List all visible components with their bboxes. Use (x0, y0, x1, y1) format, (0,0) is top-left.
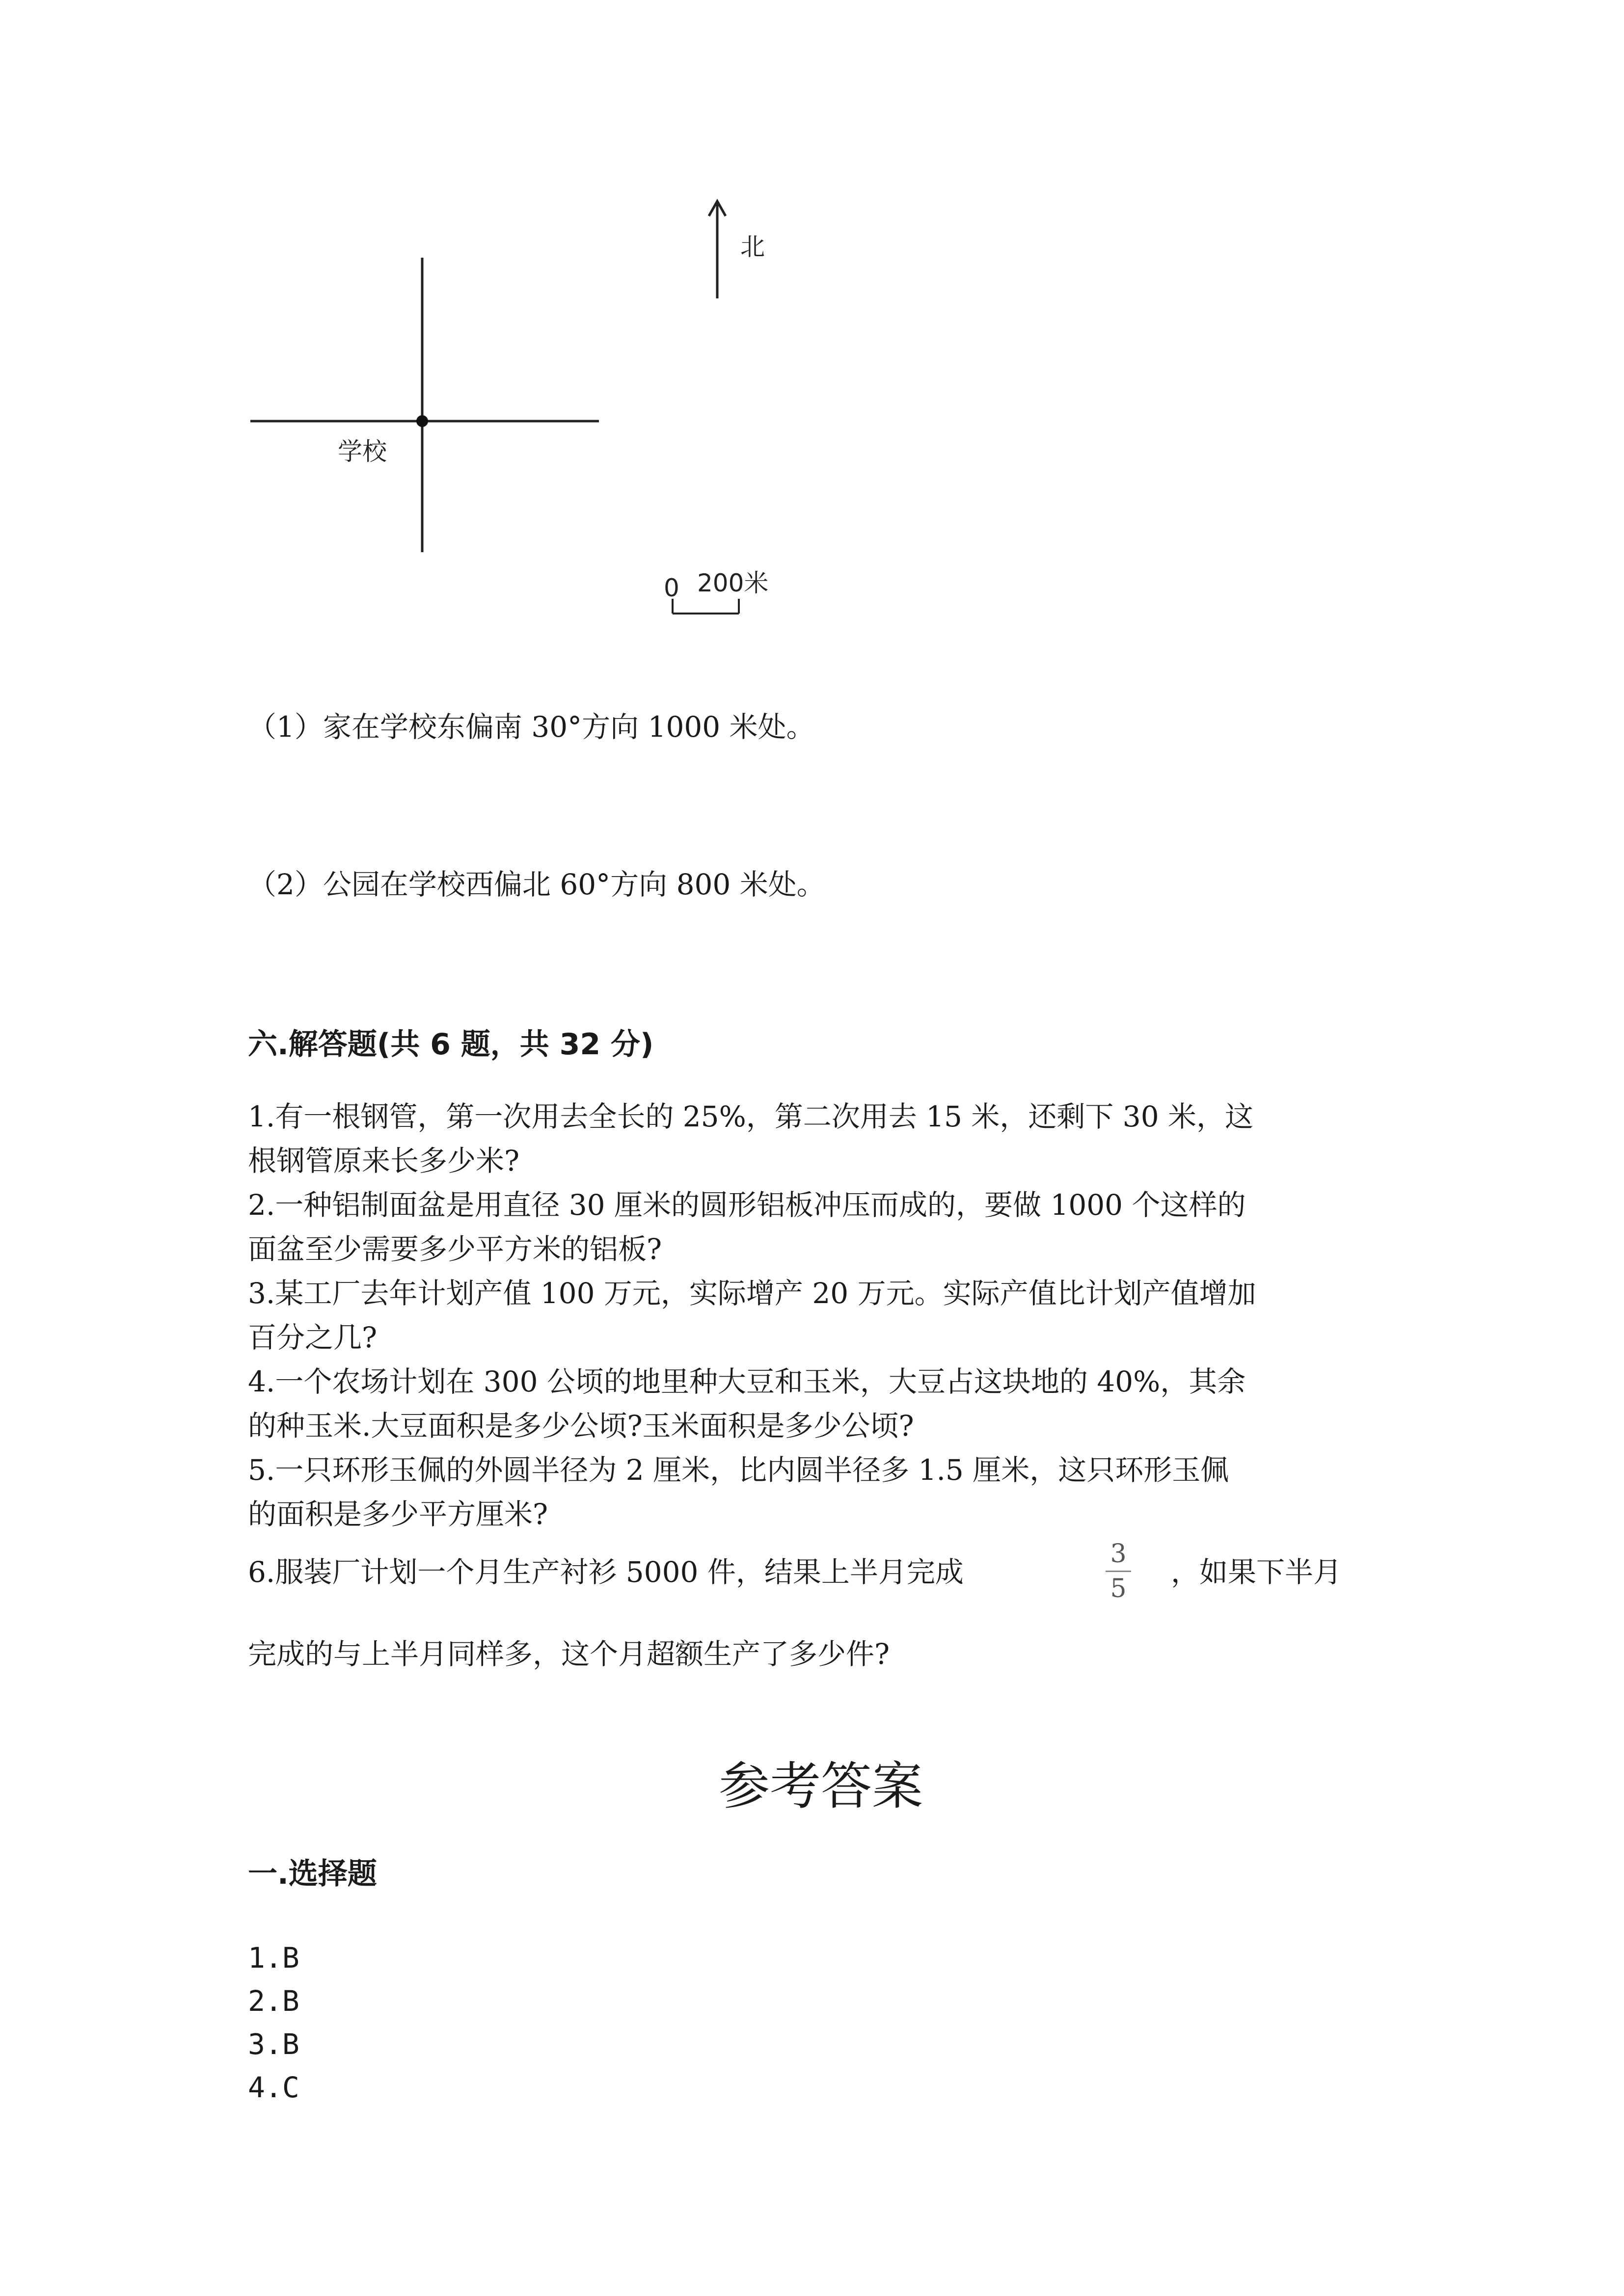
answer-item: 2.B (248, 1984, 299, 2018)
school-label: 学校 (338, 437, 387, 466)
question-3-line-1: 3.某工厂去年计划产值 100 万元，实际增产 20 万元。实际产值比计划产值增加 (248, 1277, 1256, 1310)
school-point (416, 415, 428, 427)
direction-diagram (0, 0, 1624, 638)
answers-section1-heading: 一.选择题 (248, 1857, 377, 1891)
sub-question-1: （1）家在学校东偏南 30°方向 1000 米处。 (248, 710, 815, 744)
answer-item: 3.B (248, 2028, 299, 2061)
section6-heading: 六.解答题(共 6 题，共 32 分) (248, 1027, 654, 1062)
question-6-fraction (1104, 1540, 1133, 1602)
scale-distance-label: 200米 (697, 569, 769, 597)
question-5-line-1: 5.一只环形玉佩的外圆半径为 2 厘米，比内圆半径多 1.5 厘米，这只环形玉佩 (248, 1453, 1229, 1487)
question-1-line-2: 根钢管原来长多少米? (248, 1144, 520, 1177)
question-4-line-2: 的种玉米.大豆面积是多少公顷?玉米面积是多少公顷? (248, 1409, 914, 1442)
question-6-part-2: ，如果下半月 (1171, 1555, 1342, 1589)
question-3-line-2: 百分之几? (248, 1321, 378, 1354)
question-6-line-2: 完成的与上半月同样多，这个月超额生产了多少件? (248, 1637, 890, 1671)
question-5-line-2: 的面积是多少平方厘米? (248, 1497, 548, 1531)
answers-title: 参考答案 (719, 1756, 923, 1816)
question-1-line-1: 1.有一根钢管，第一次用去全长的 25%，第二次用去 15 米，还剩下 30 米，这 (248, 1100, 1254, 1133)
scale-zero-label: 0 (664, 574, 679, 602)
scale-bar-icon (673, 599, 739, 614)
fraction-bar (1106, 1571, 1131, 1572)
answer-item: 4.C (248, 2071, 299, 2104)
north-label: 北 (740, 233, 765, 261)
fraction-numerator: 3 (1110, 1539, 1127, 1569)
question-2-line-1: 2.一种铝制面盆是用直径 30 厘米的圆形铝板冲压而成的，要做 1000 个这样的 (248, 1188, 1246, 1222)
sub-question-2: （2）公园在学校西偏北 60°方向 800 米处。 (248, 868, 825, 901)
answer-item: 1.B (248, 1941, 299, 1975)
north-arrow-icon (709, 201, 726, 298)
question-2-line-2: 面盆至少需要多少平方米的铝板? (248, 1232, 662, 1266)
fraction-denominator: 5 (1110, 1574, 1127, 1603)
question-6-part-1: 6.服装厂计划一个月生产衬衫 5000 件，结果上半月完成 (248, 1555, 964, 1589)
question-4-line-1: 4.一个农场计划在 300 公顷的地里种大豆和玉米，大豆占这块地的 40%，其余 (248, 1365, 1246, 1398)
